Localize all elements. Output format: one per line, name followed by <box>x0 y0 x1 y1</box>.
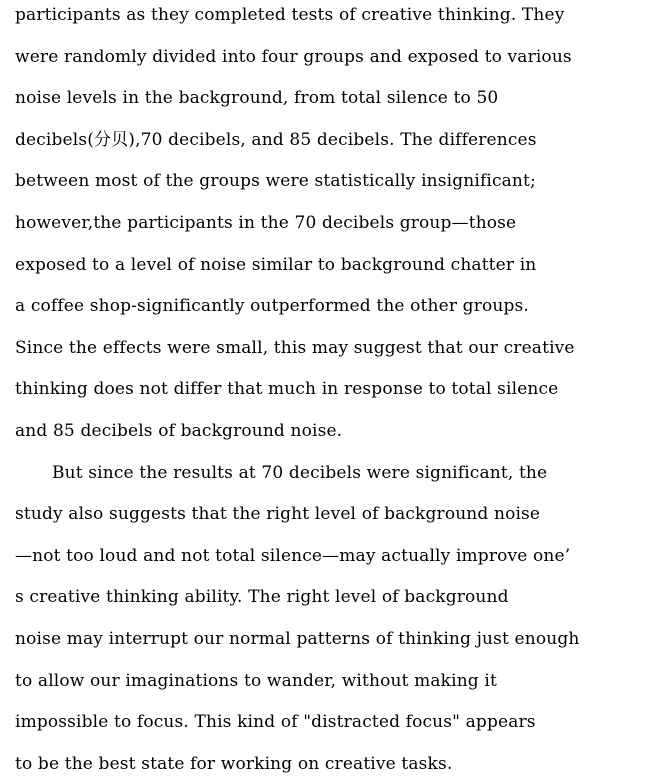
text-line-16: noise may interrupt our normal patterns of thinking just enough <box>15 629 580 649</box>
text-line-8: a coffee shop-significantly outperformed the other groups. <box>15 296 529 316</box>
text-line-11: and 85 decibels of background noise. <box>15 421 343 441</box>
text-line-1: participants as they completed tests of creative thinking. They <box>15 5 565 25</box>
text-line-4: decibels(分贝),70 decibels, and 85 decibels. The differences <box>15 130 537 150</box>
text-line-6: however,the participants in the 70 decibels group—those <box>15 213 517 233</box>
text-line-19: to be the best state for working on creative tasks. <box>15 754 453 774</box>
text-line-3: noise levels in the background, from total silence to 50 <box>15 88 499 108</box>
text-line-12: But since the results at 70 decibels were significant, the <box>52 463 548 483</box>
text-line-10: thinking does not differ that much in response to total silence <box>15 379 559 399</box>
text-line-14: —not too loud and not total silence—may actually improve one’ <box>15 546 571 566</box>
text-line-17: to allow our imaginations to wander, without making it <box>15 671 497 691</box>
text-line-15: s creative thinking ability. The right level of background <box>15 587 509 607</box>
text-line-5: between most of the groups were statistically insignificant; <box>15 171 536 191</box>
text-line-13: study also suggests that the right level of background noise <box>15 504 541 524</box>
text-line-18: impossible to focus. This kind of "distracted focus" appears <box>15 712 536 732</box>
text-line-7: exposed to a level of noise similar to background chatter in <box>15 255 537 275</box>
text-line-9: Since the effects were small, this may suggest that our creative <box>15 338 575 358</box>
text-line-2: were randomly divided into four groups and exposed to various <box>15 47 572 67</box>
